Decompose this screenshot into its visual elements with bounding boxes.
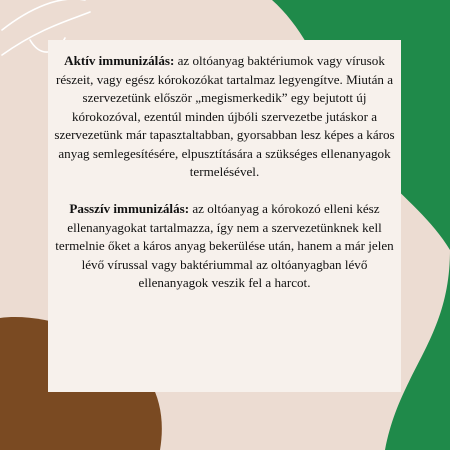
passive-immunization-paragraph [54,200,395,293]
passive-immunization-text: az oltóanyag a kórokozó elleni kész ellenanyagokat tartalmazza, így nem a szervezetünknek kell termelnie őket a káros anyag bekerülése után, hanem a már jelen lévő vírussal vagy baktériummal az oltóanyagban lévő ellenanyagok veszik fel a harcot. [55,201,394,290]
passive-immunization-heading: Passzív immunizálás: [69,201,190,216]
active-immunization-paragraph [54,52,395,182]
active-immunization-text: az oltóanyag baktériumok vagy vírusok részeit, vagy egész kórokozókat tartalmaz legyengítve. Miután a szervezetünk először „megismerkedik” egy bejutott új kórokozóval, ezentúl minden újbóli szervezetbe jutáskor a szervezetünk már tapasztaltabban, gyorsabban lesz képes a káros anyag semlegesítésére, elpusztítására a szükséges ellenanyagok termelésével. [54,53,395,179]
active-immunization-heading: Aktív immunizálás: [64,53,175,68]
text-card [48,40,401,392]
